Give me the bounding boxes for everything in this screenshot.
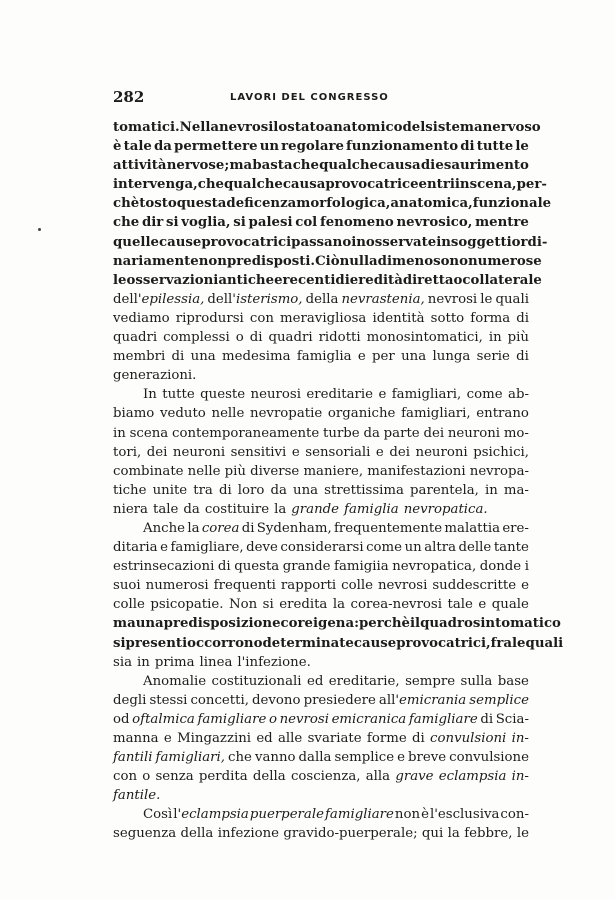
text-line: seguenza della infezione gravido-puerperale; qui la febbre, le — [113, 826, 529, 842]
text-line: dell'epilessia, dell'isterismo, della nevrastenia, nevrosi le quali — [113, 291, 529, 307]
body-text — [113, 118, 564, 844]
text-line: che dir si voglia, si palesi col fenomeno nevrosico, mentre — [113, 215, 529, 231]
text-line: biamo veduto nelle nevropatie organiche famigliari, entrano — [113, 406, 529, 422]
text-line: combinate nelle più diverse maniere, manifestazioni nevropa- — [113, 463, 529, 479]
text-line: In tutte queste neurosi ereditarie e famigliari, come ab- — [143, 387, 529, 403]
text-line: quelle cause provocatrici passano inosservate in soggetti ordi- — [113, 234, 548, 250]
page-number: 282 — [113, 88, 145, 106]
text-line: fantile. — [113, 788, 161, 804]
text-line: estrinsecazioni di questa grande famigiia nevropatica, donde i — [113, 559, 529, 575]
margin-dot — [38, 228, 41, 231]
text-line: colle psicopatie. Non si eredita la corea-nevrosi tale e quale — [113, 597, 529, 613]
text-line: si presenti occorrono determinate cause provocatrici, fra le quali — [113, 635, 564, 651]
text-line: Anomalie costituzionali ed ereditarie, sempre sulla base — [143, 673, 529, 689]
text-line: fantili famigliari, che vanno dalla semplice e breve convulsione — [113, 750, 529, 766]
text-line: od oftalmica famigliare o nevrosi emicranica famigliare di Scia- — [113, 711, 529, 727]
text-line: chè tosto questa deficenza morfologica, anatomica, funzionale — [113, 196, 552, 212]
text-line: niera tale da costituire la grande famiglia nevropatica. — [113, 501, 488, 517]
text-line: membri di una medesima famiglia e per una lunga serie di — [113, 349, 529, 365]
text-line: ditaria e famigliare, deve considerarsi come un altra delle tante — [113, 540, 529, 556]
text-line: in scena contemporaneamente turbe da parte dei neuroni mo- — [113, 425, 529, 441]
text-line: sia in prima linea l'infezione. — [113, 654, 311, 670]
text-line: attività nervose; ma basta che qualche causa di esaurimento — [113, 158, 529, 174]
text-line: è tale da permettere un regolare funzionamento di tutte le — [113, 139, 529, 155]
text-line: tomatici. Nella nevrosi lo stato anatomico del sistema nervoso — [113, 120, 541, 135]
text-line: nariamente non predisposti. Ciò nulla di meno sono numerose — [113, 253, 542, 269]
text-line: intervenga, che qualche causa provocatrice entri in scena, per- — [113, 177, 547, 193]
text-line: le osservazioni antiche e recenti di eredità diretta o collaterale — [113, 272, 542, 288]
running-head: LAVORI DEL CONGRESSO — [230, 92, 389, 103]
text-line: suoi numerosi frequenti rapporti colle nevrosi suddescritte e — [113, 578, 529, 594]
text-line: Anche la corea di Sydenham, frequentemente malattia ere- — [143, 520, 529, 536]
text-line: vediamo riprodursi con meravigliosa identità sotto forma di — [113, 310, 529, 326]
text-line: tiche unite tra di loro da una strettissima parentela, in ma- — [113, 482, 529, 498]
text-line: Così l'eclampsia puerperale famigliare non è l'esclusiva con- — [143, 807, 529, 823]
text-line: con o senza perdita della coscienza, alla grave eclampsia in- — [113, 769, 529, 785]
text-line: ma una predisposizione coreigena: perchè il quadro sintomatico — [113, 616, 561, 632]
text-line: tori, dei neuroni sensitivi e sensoriali e dei neuroni psichici, — [113, 444, 529, 460]
text-line: quadri complessi o di quadri ridotti monosintomatici, in più — [113, 330, 529, 346]
text-line: manna e Mingazzini ed alle svariate forme di convulsioni in- — [113, 731, 529, 746]
text-line: degli stessi concetti, devono presiedere all'emicrania semplice — [113, 692, 529, 708]
text-line: generazioni. — [113, 368, 197, 384]
